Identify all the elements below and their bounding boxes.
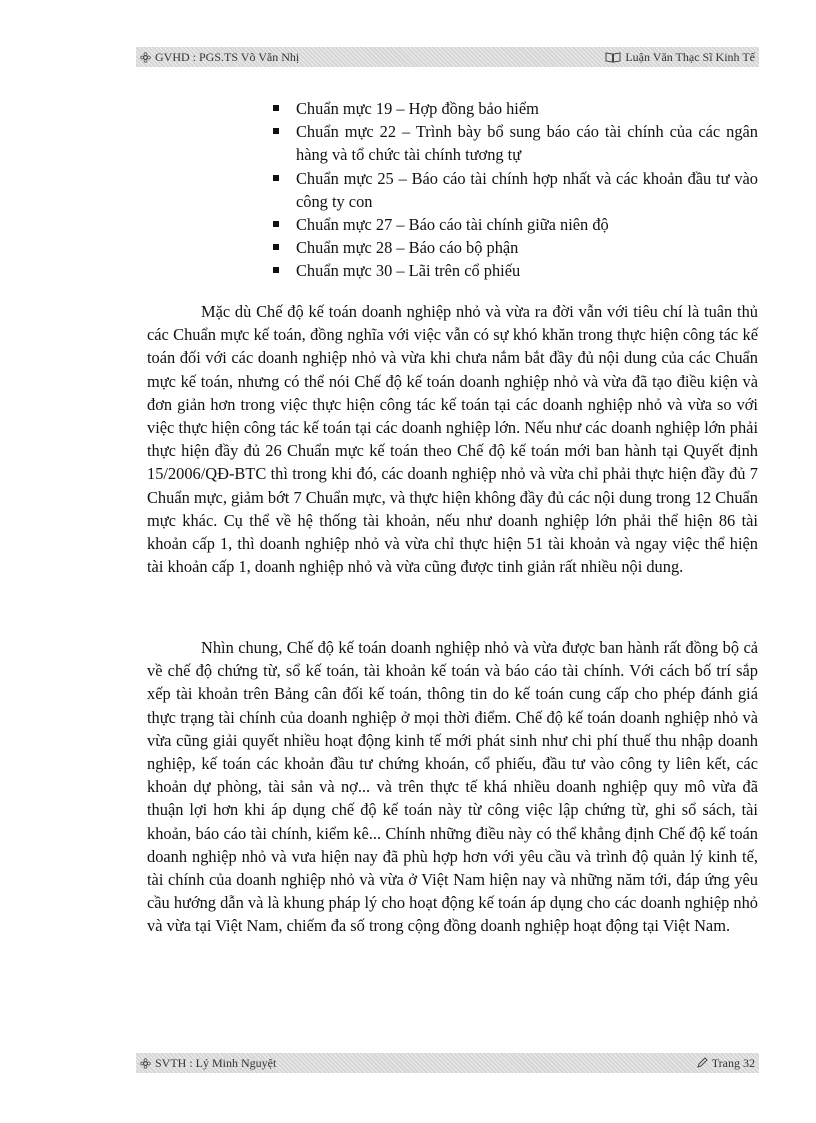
- bullet-square-icon: [273, 128, 279, 134]
- flower-icon: [140, 52, 151, 63]
- bullet-square-icon: [273, 105, 279, 111]
- flower-icon: [140, 1058, 151, 1069]
- bullet-square-icon: [273, 221, 279, 227]
- page-header: [136, 47, 759, 67]
- bullet-square-icon: [273, 175, 279, 181]
- list-item: Chuẩn mực 22 – Trình bày bổ sung báo cáo tài chính của các ngân hàng và tổ chức tài chính tương tự: [270, 120, 758, 166]
- student-label: SVTH : Lý Minh Nguyệt: [155, 1055, 277, 1070]
- list-item: Chuẩn mực 19 – Hợp đồng bảo hiểm: [270, 97, 758, 120]
- book-icon: [605, 51, 621, 63]
- header-left: [140, 50, 299, 65]
- list-item: Chuẩn mực 27 – Báo cáo tài chính giữa niên độ: [270, 213, 758, 236]
- advisor-label: GVHD : PGS.TS Võ Văn Nhị: [155, 49, 300, 64]
- header-right: [605, 50, 755, 65]
- footer-right: [696, 1056, 755, 1071]
- pencil-icon: [696, 1057, 708, 1069]
- bullet-square-icon: [273, 267, 279, 273]
- footer-left: [140, 1056, 276, 1071]
- paragraph-2: Nhìn chung, Chế độ kế toán doanh nghiệp nhỏ và vừa được ban hành rất đồng bộ cả về chế độ chứng từ, sổ kế toán, tài khoản kế toán và báo cáo tài chính. Với cách bố trí sắp xếp tài khoản trên Bảng cân đối kế toán, thông tin do kế toán cung cấp cho phép đánh giá thực trạng tài chính của doanh nghiệp ở mọi thời điểm. Chế độ kế toán doanh nghiệp nhỏ và vừa cũng giải quyết nhiều hoạt động kinh tế mới phát sinh như chi phí thuế thu nhập doanh nghiệp, kế toán các khoản đầu tư chứng khoán, cổ phiếu, đầu tư vào công ty liên kết, các khoản dự phòng, tài sản và nợ... và trên thực tế khá nhiều doanh nghiệp quy mô vừa đã thuận lợi hơn khi áp dụng chế độ kế toán này từ công việc lập chứng từ, ghi sổ sách, tài khoản, báo cáo tài chính, kiểm kê... Chính những điều này có thể khẳng định Chế độ kế toán doanh nghiệp nhỏ và vưa hiện nay đã phù hợp hơn với yêu cầu và trình độ quản lý kinh tế, tài chính của doanh nghiệp nhỏ và vừa ở Việt Nam hiện nay và những năm tới, đáp ứng yêu cầu hướng dẫn và là khung pháp lý cho hoạt động kế toán áp dụng cho các doanh nghiệp nhỏ và vừa tại Việt Nam, chiếm đa số trong cộng đồng doanh nghiệp hoạt động tại Việt Nam.: [147, 638, 758, 936]
- thesis-title: Luận Văn Thạc Sĩ Kinh Tế: [625, 49, 755, 64]
- page-footer: [136, 1053, 759, 1073]
- page-number: Trang 32: [711, 1055, 755, 1070]
- standards-list: [270, 97, 758, 283]
- list-item: Chuẩn mực 30 – Lãi trên cổ phiếu: [270, 259, 758, 282]
- list-item: Chuẩn mực 25 – Báo cáo tài chính hợp nhất và các khoản đầu tư vào công ty con: [270, 167, 758, 213]
- list-item: Chuẩn mực 28 – Báo cáo bộ phận: [270, 236, 758, 259]
- paragraph-1: Mặc dù Chế độ kế toán doanh nghiệp nhỏ và vừa ra đời vẫn với tiêu chí là tuân thủ các Chuẩn mực kế toán, đồng nghĩa với việc vẫn có sự khó khăn trong thực hiện công tác kế toán đối với các doanh nghiệp nhỏ và vừa khi chưa nắm bắt đầy đủ nội dung của các Chuẩn mực kế toán, nhưng có thể nói Chế độ kế toán doanh nghiệp nhỏ và vừa đã tạo điều kiện và đơn giản hơn trong việc thực hiện công tác kế toán tại các doanh nghiệp nhỏ và vừa so với việc thực hiện công tác kế toán tại các doanh nghiệp lớn. Nếu như các doanh nghiệp lớn phải thực hiện đầy đủ 26 Chuẩn mực kế toán theo Chế độ kế toán mới ban hành tại Quyết định 15/2006/QĐ-BTC thì trong khi đó, các doanh nghiệp nhỏ và vừa chỉ phải thực hiện đầy đủ 7 Chuẩn mực, giảm bớt 7 Chuẩn mực, và thực hiện không đầy đủ các nội dung trong 12 Chuẩn mực khác. Cụ thể về hệ thống tài khoản, nếu như doanh nghiệp lớn phải thể hiện 86 tài khoản cấp 1, thì doanh nghiệp nhỏ và vừa chỉ thực hiện 51 tài khoản và ngay việc thể hiện tài khoản cấp 1, doanh nghiệp nhỏ và vừa cũng được tinh giản rất nhiều nội dung.: [147, 302, 758, 577]
- bullet-square-icon: [273, 244, 279, 250]
